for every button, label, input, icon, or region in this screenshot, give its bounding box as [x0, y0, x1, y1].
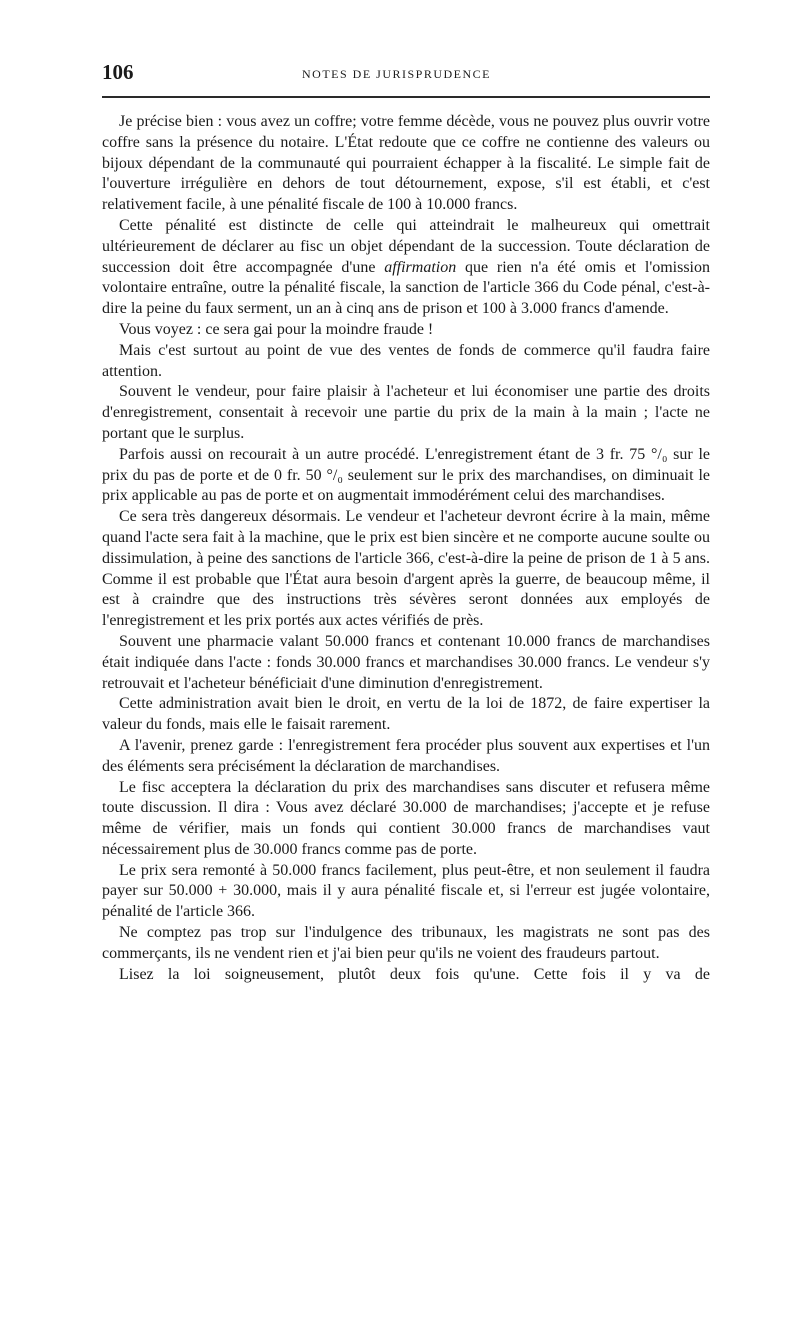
page-number: 106 [102, 60, 134, 84]
paragraph-text: que rien n'a été omis et l'omission volontaire entraîne, outre la pénalité fiscale, la sanction de l'article 366 du Code pénal, c'est-à-dire la peine du faux serment, un an à cinq ans de prison et 100 à 3.000 francs d'amende. [102, 258, 711, 318]
paragraph: A l'avenir, prenez garde : l'enregistrement fera procéder plus souvent aux expertises et l'un des éléments sera précisément la déclaration de marchandises. [102, 736, 710, 775]
paragraph: Le prix sera remonté à 50.000 francs facilement, plus peut-être, et non seulement il faudra payer sur 50.000 + 30.000, mais il y aura pénalité fiscale et, si l'erreur est jugée volontaire, pénalité de l'article 366. [102, 861, 710, 921]
emphasized-term: affirmation [384, 258, 457, 276]
body-text [102, 112, 710, 985]
page-header [102, 60, 710, 84]
paragraph: Mais c'est surtout au point de vue des ventes de fonds de commerce qu'il faudra faire attention. [102, 341, 710, 380]
paragraph: Ne comptez pas trop sur l'indulgence des tribunaux, les magistrats ne sont pas des commerçants, ils ne vendent rien et j'ai bien peur qu'ils ne voient des fraudeurs partout. [102, 924, 710, 962]
paragraph: Cette administration avait bien le droit, en vertu de la loi de 1872, de faire expertiser la valeur du fonds, mais elle le faisait rarement. [102, 695, 710, 734]
header-rule [102, 96, 710, 98]
paragraph [102, 216, 710, 320]
paragraph: Le fisc acceptera la déclaration du prix des marchandises sans discuter et refusera même toute discussion. Il dira : Vous avez déclaré 30.000 de marchandises; j'accepte et je refuse même de vérifier, mais un fonds qui contient 30.000 francs de marchandises vaut nécessairement plus de 30.000 francs comme pas de porte. [102, 778, 710, 858]
paragraph: Ce sera très dangereux désormais. Le vendeur et l'acheteur devront écrire à la main, même quand l'acte sera fait à la machine, que le prix est bien sincère et ne comporte aucune soulte ou dissimulation, à peine des sanctions de l'article 366, c'est-à-dire la peine de prison de 1 à 5 ans. Comme il est probable que l'État aura besoin d'argent après la guerre, de beaucoup même, il est à craindre que des instructions très sévères seront données aux employés de l'enregistrement et les prix portés aux actes vérifiés de près. [102, 508, 710, 630]
paragraph: Parfois aussi on recourait à un autre procédé. L'enregistrement étant de 3 fr. 75 °/₀ sur le prix du pas de porte et de 0 fr. 50 °/₀ seulement sur le prix des marchandises, on diminuait le prix applicable au pas de porte et on augmentait immodérément celui des marchandises. [102, 445, 710, 505]
paragraph: Vous voyez : ce sera gai pour la moindre fraude ! [119, 320, 434, 338]
paragraph-continued: Lisez la loi soigneusement, plutôt deux fois qu'une. Cette fois il y va de [119, 965, 710, 983]
paragraph: Souvent le vendeur, pour faire plaisir à l'acheteur et lui économiser une partie des droits d'enregistrement, consentait à recevoir une partie du prix de la main à la main ; l'acte ne portant que le surplus. [102, 383, 710, 442]
paragraph: Souvent une pharmacie valant 50.000 francs et contenant 10.000 francs de marchandises était indiquée dans l'acte : fonds 30.000 francs et marchandises 30.000 francs. Le vendeur s'y retrouvait et l'acheteur bénéficiait d'une diminution d'enregistrement. [102, 632, 710, 692]
paragraph-text: Cette pénalité est distincte de celle qui atteindrait le malheureux qui omettrait ultérieurement de déclarer au fisc un objet dépendant de la succession. Toute déclaration de succession doit être accompagnée d'une [102, 216, 710, 276]
running-head: NOTES DE JURISPRUDENCE [302, 67, 492, 81]
paragraph: Je précise bien : vous avez un coffre; votre femme décède, vous ne pouvez plus ouvrir votre coffre sans la présence du notaire. L'État redoute que ce coffre ne contienne des valeurs ou bijoux dépendant de la communauté qui pourraient échapper à la fiscalité. Le simple fait de l'ouverture irrégulière en dehors de tout détournement, expose, s'il est établi, et c'est relativement facile, à une pénalité fiscale de 100 à 10.000 francs. [102, 113, 710, 214]
